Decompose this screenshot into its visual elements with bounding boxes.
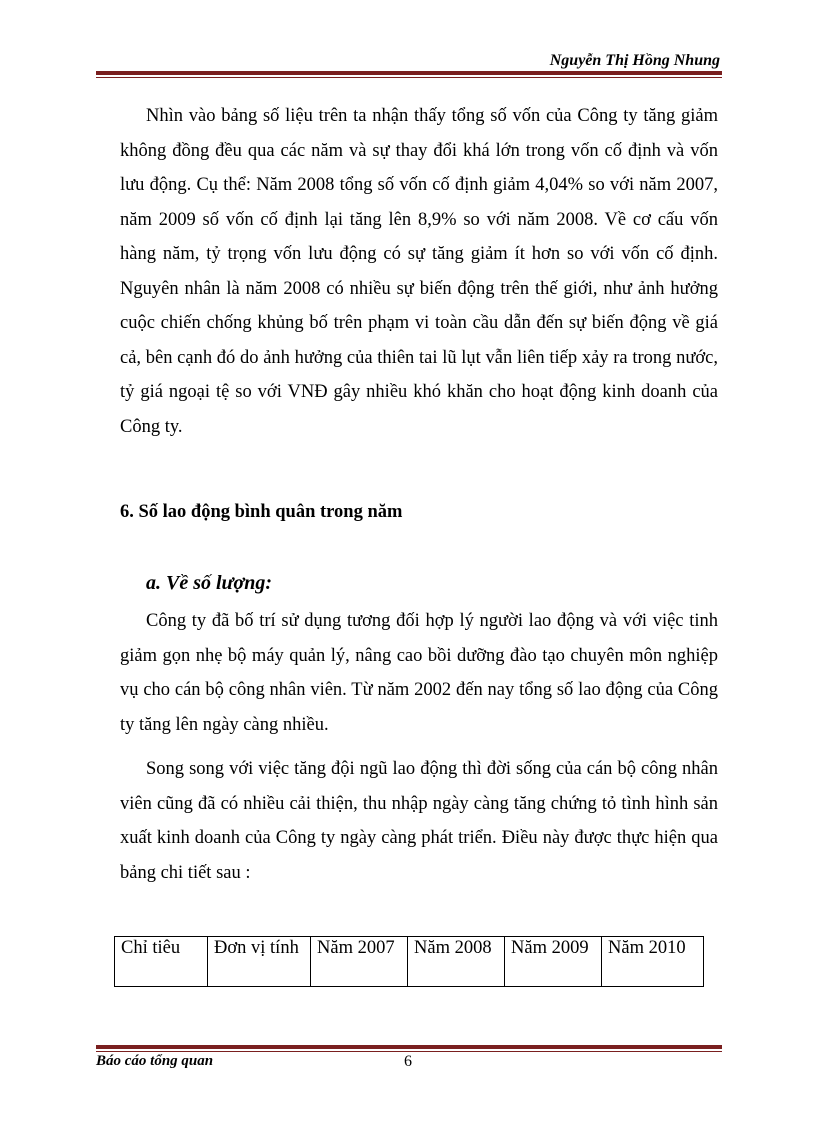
header-rule bbox=[96, 71, 722, 78]
footer-title: Báo cáo tổng quan bbox=[96, 1053, 214, 1069]
table-header-cell: Đơn vị tính bbox=[208, 937, 311, 987]
paragraph-labor-arrangement: Công ty đã bố trí sử dụng tương đối hợp lý người lao động và với việc tinh giảm gọn nhẹ bộ máy quản lý, nâng cao bồi dưỡng đào tạo chuyên môn nghiệp vụ cho cán bộ công nhân viên. Từ năm 2002 đến nay tổng số lao động của Công ty tăng lên ngày càng nhiều. bbox=[120, 611, 718, 735]
table-header-cell: Chỉ tiêu bbox=[115, 937, 208, 987]
table-header-cell: Năm 2007 bbox=[311, 937, 408, 987]
paragraph-capital-analysis: Nhìn vào bảng số liệu trên ta nhận thấy tổng số vốn của Công ty tăng giảm không đồng đều qua các năm và sự thay đổi khá lớn trong vốn cố định và vốn lưu động. Cụ thể: Năm 2008 tổng số vốn cố định giảm 4,04% so với năm 2007, năm 2009 số vốn cố định lại tăng lên 8,9% so với năm 2008. Về cơ cấu vốn hàng năm, tỷ trọng vốn lưu động có sự tăng giảm ít hơn so với vốn cố định. Nguyên nhân là năm 2008 có nhiều sự biến động trên thế giới, như ảnh hưởng cuộc chiến chống khủng bố trên phạm vi toàn cầu dẫn đến sự biến động về giá cả, bên cạnh đó do ảnh hưởng của thiên tai lũ lụt vẫn liên tiếp xảy ra trong nước, tỷ giá ngoại tệ so với VNĐ gây nhiều khó khăn cho hoạt động kinh doanh của Công ty. bbox=[120, 106, 718, 437]
table-header-cell: Năm 2008 bbox=[408, 937, 505, 987]
table-header-cell: Năm 2010 bbox=[602, 937, 704, 987]
section-heading: 6. Số lao động bình quân trong năm bbox=[120, 502, 403, 522]
table-header-cell: Năm 2009 bbox=[505, 937, 602, 987]
labor-table bbox=[114, 936, 704, 987]
table-header-row bbox=[115, 937, 704, 987]
paragraph-living-standards: Song song với việc tăng đội ngũ lao động thì đời sống của cán bộ công nhân viên cũng đã có nhiều cải thiện, thu nhập ngày càng tăng chứng tỏ tình hình sản xuất kinh doanh của Công ty ngày càng phát triển. Điều này được thực hiện qua bảng chi tiết sau : bbox=[120, 759, 718, 883]
page-number: 6 bbox=[404, 1053, 412, 1070]
sub-heading-quantity: a. Về số lượng: bbox=[146, 572, 273, 594]
header-author: Nguyễn Thị Hồng Nhung bbox=[549, 52, 720, 69]
footer-rule bbox=[96, 1045, 722, 1052]
